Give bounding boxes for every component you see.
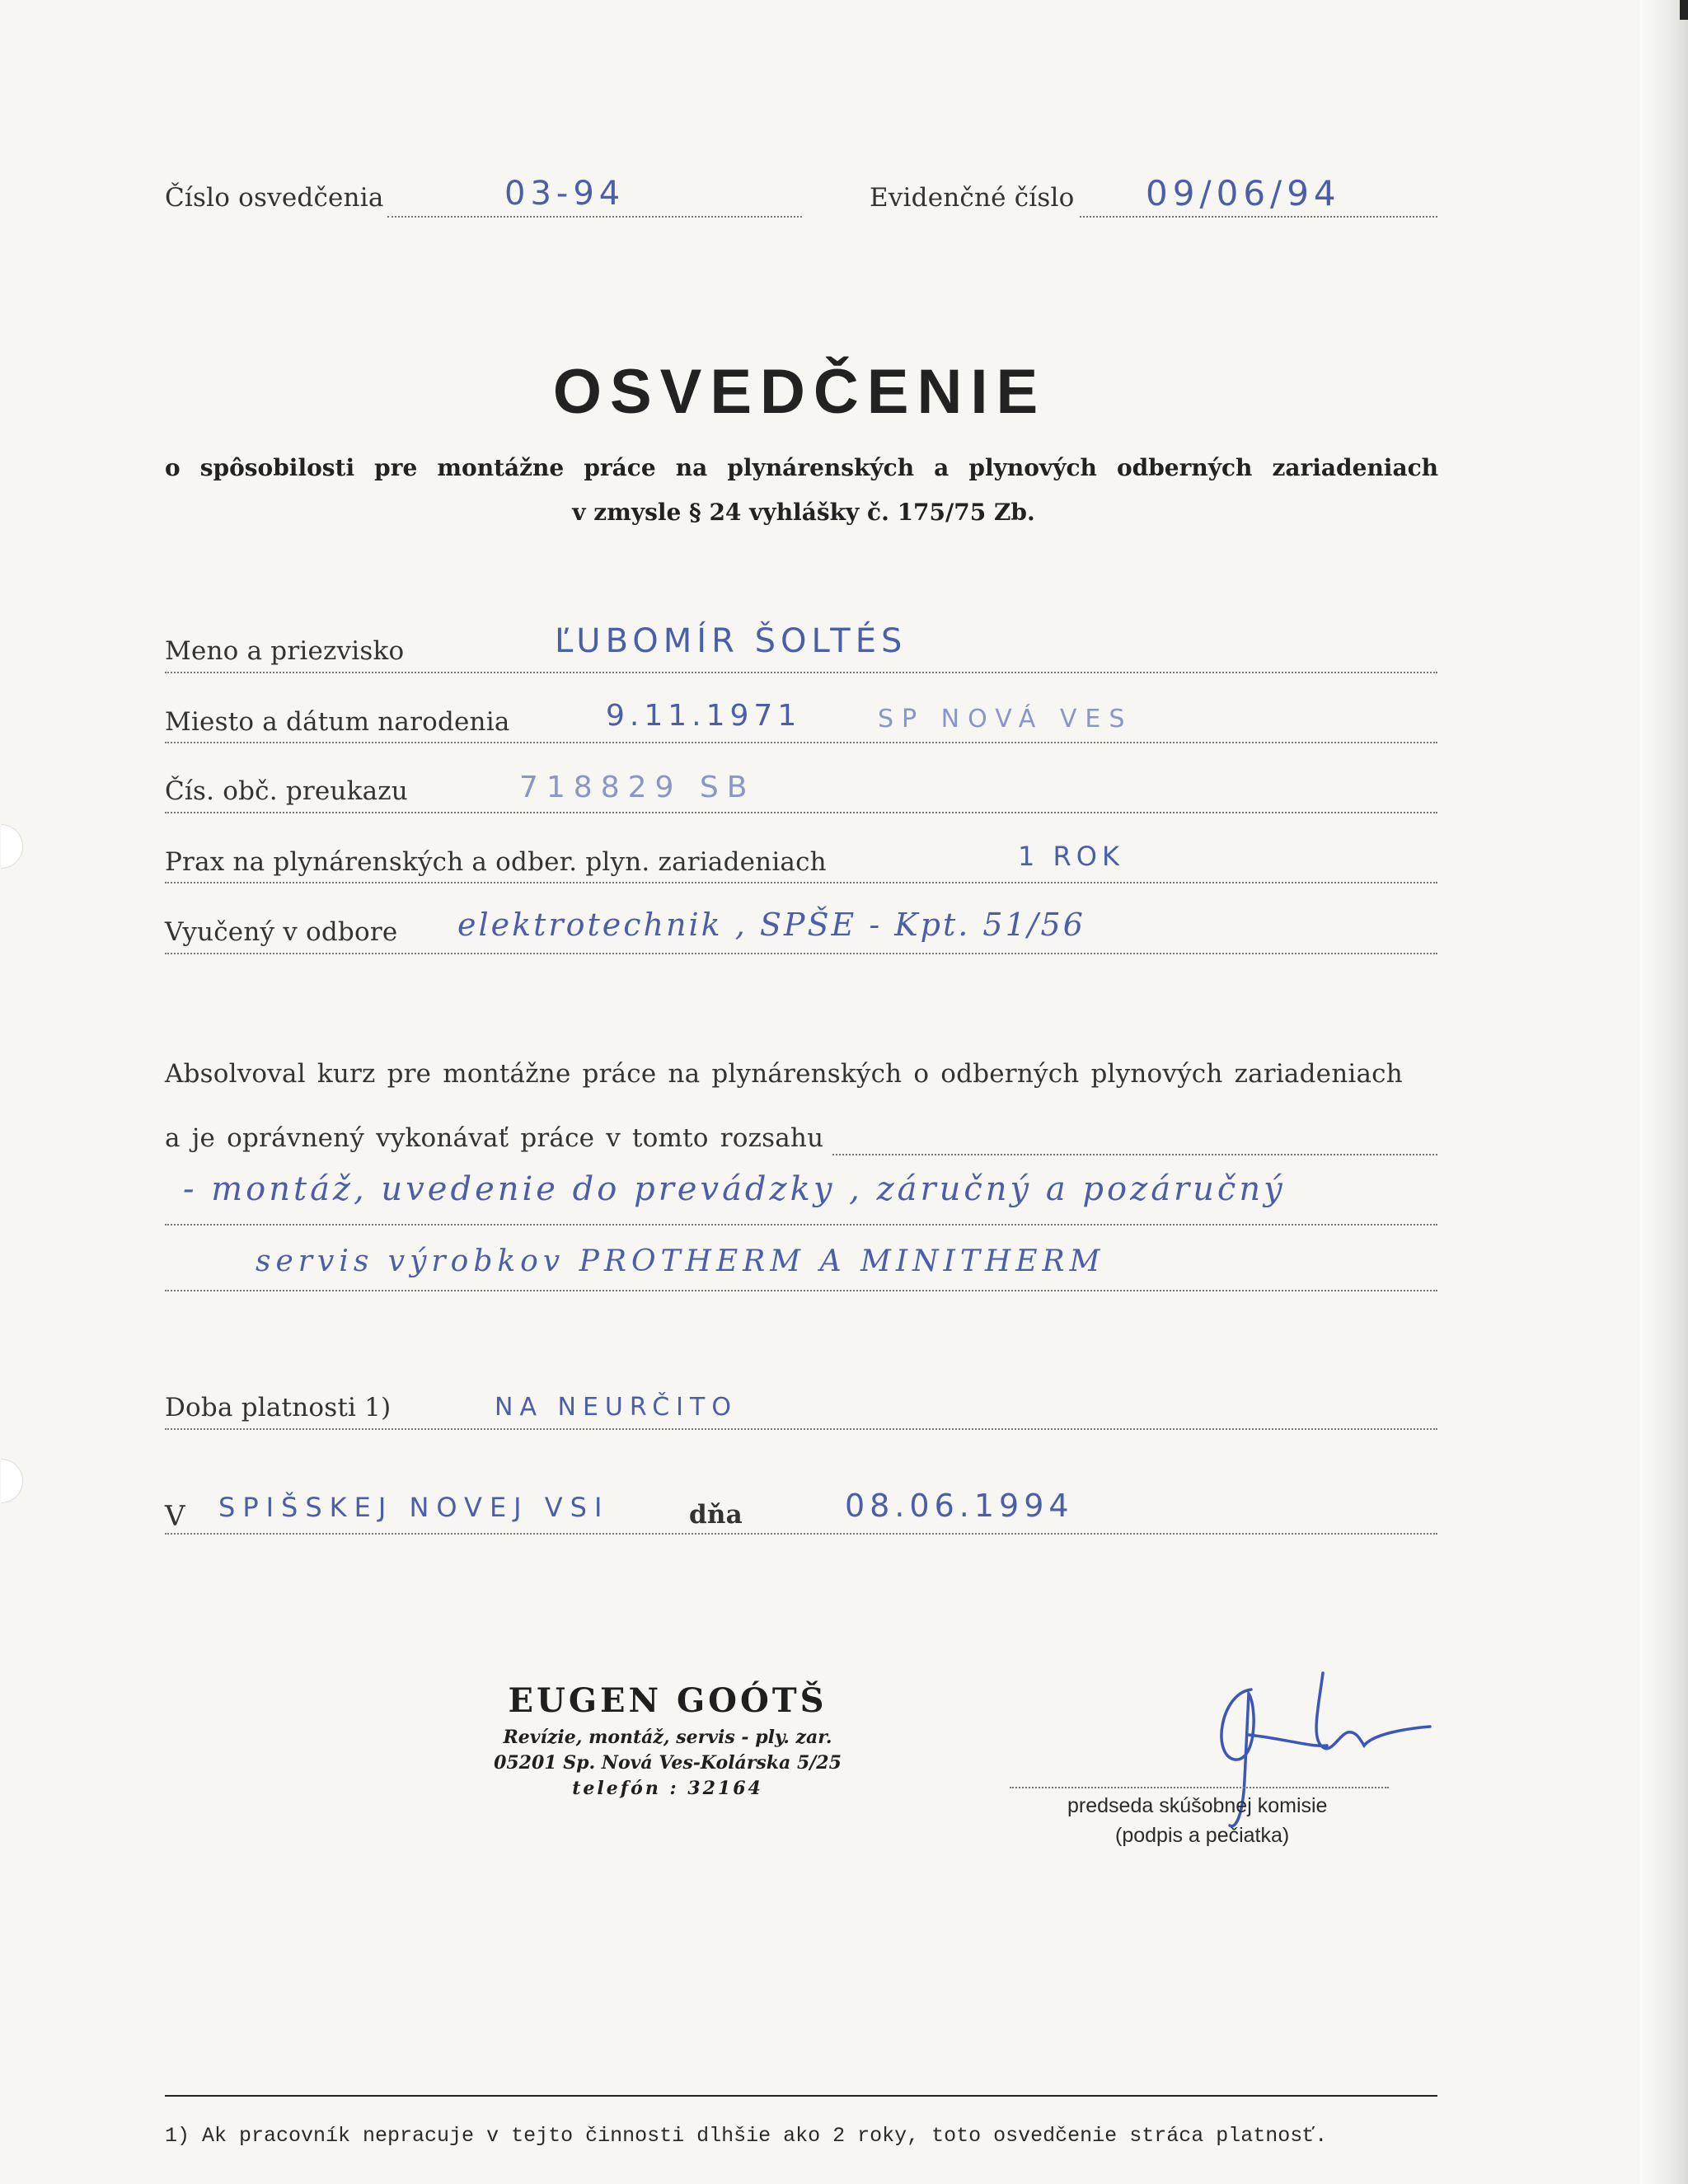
trade-line [165,953,1437,954]
course-line [832,1154,1437,1155]
practice-line [165,882,1437,883]
document-subtitle: o spôsobilosti pre montážne práce na plynárenských a plynových odberných zariadeniach [165,454,1438,481]
id-card-line [165,812,1437,813]
practice-value: 1 ROK [1018,841,1124,872]
validity-value: NA NEURČITO [495,1393,738,1422]
punch-hole-bottom [0,1459,23,1503]
place-prefix-label: V [165,1500,185,1533]
practice-label: Prax na plynárenských a odber. plyn. zariadeniach [165,847,827,877]
reg-number-label: Evidenčné číslo [870,183,1075,213]
birth-line [165,742,1437,743]
document-legal-reference: v zmysle § 24 vyhlášky č. 175/75 Zb. [572,499,1035,526]
date-value: 08.06.1994 [845,1488,1074,1524]
scanner-edge [1640,0,1688,2184]
footnote-rule [165,2095,1437,2097]
date-prefix-label: dňa [689,1500,743,1530]
document-title: OSVEDČENIE [552,357,1047,427]
stamp-address: 05201 Sp. Nová Ves-Kolárska 5/25 [494,1752,842,1774]
company-stamp [462,1681,874,1802]
name-line [165,672,1437,673]
name-label: Meno a priezvisko [165,636,405,666]
footnote-text: 1) Ak pracovník nepracuje v tejto činnosti dlhšie ako 2 roky, toto osvedčenie stráca platnosť. [165,2124,1328,2148]
place-value: SPIŠSKEJ NOVEJ VSI [218,1492,610,1523]
stamp-company-name: EUGEN GOÓTŠ [508,1681,828,1720]
reg-number-line [1080,216,1437,218]
scope-value-2: servis výrobkov PROTHERM A MINITHERM [256,1244,1105,1278]
scope-line-2 [165,1290,1437,1291]
validity-label: Doba platnosti 1) [165,1393,392,1422]
birth-date-value: 9.11.1971 [606,699,802,733]
punch-hole-top [0,824,23,869]
course-text-line2: a je oprávnený vykonávať práce v tomto rozsahu [165,1123,824,1153]
signature-caption: predseda skúšobnej komisie [1067,1794,1328,1817]
scope-line-1 [165,1224,1437,1226]
signature-line [1010,1787,1389,1788]
reg-number-value: 09/06/94 [1146,173,1341,213]
validity-line [165,1428,1437,1430]
signature-caption-sub: (podpis a pečiatka) [1115,1824,1290,1847]
stamp-phone: telefón : 32164 [572,1778,763,1799]
place-date-line [165,1533,1437,1535]
name-value: ĽUBOMÍR ŠOLTÉS [555,622,907,660]
scope-value-1: - montáž, uvedenie do prevádzky , záručný a pozáručný [183,1170,1286,1208]
trade-value: elektrotechnik , SPŠE - Kpt. 51/56 [457,907,1085,943]
birth-place-value: SP NOVÁ VES [878,705,1133,733]
cert-number-label: Číslo osvedčenia [165,183,384,213]
birth-label: Miesto a dátum narodenia [165,707,510,737]
stamp-services: Revízie, montáž, servis - ply. zar. [503,1727,832,1748]
id-card-value: 718829 SB [519,771,756,804]
cert-number-value: 03-94 [504,175,626,213]
trade-label: Vyučený v odbore [165,917,398,947]
course-text-line1: Absolvoval kurz pre montážne práce na plynárenských o odberných plynových zariadeniach [165,1059,1403,1089]
cert-number-line [387,216,802,218]
id-card-label: Čís. obč. preukazu [165,776,408,806]
